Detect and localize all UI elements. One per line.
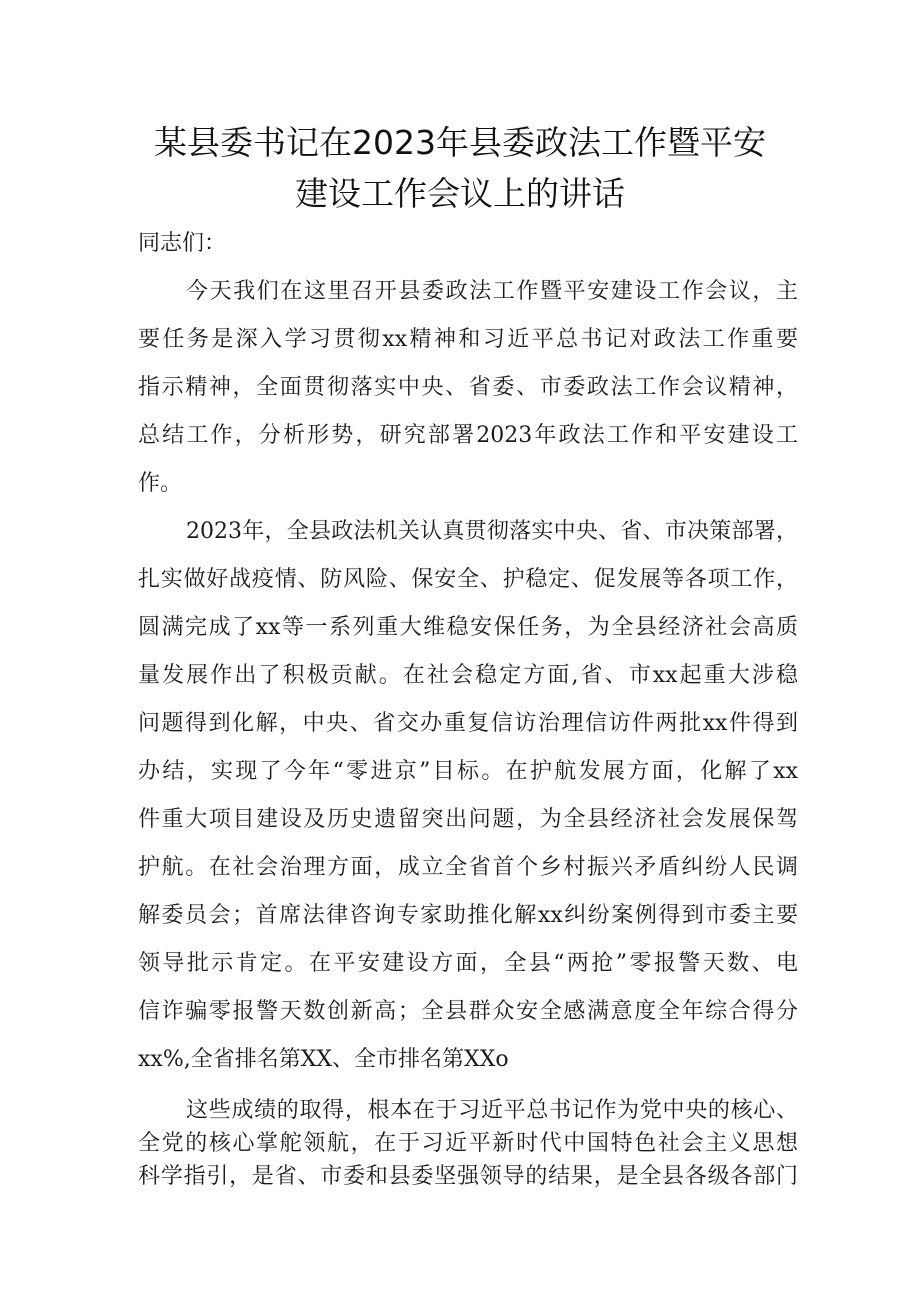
paragraph-line: 解委员会；首席法律咨询专家助推化解xx纠纷案例得到市委主要 bbox=[138, 903, 798, 928]
paragraph-line: 件重大项目建设及历史遗留突出问题，为全县经济社会发展保驾 bbox=[138, 807, 798, 832]
paragraph-line: 今天我们在这里召开县委政法工作暨平安建设工作会议，主 bbox=[186, 279, 798, 304]
document-title-line-2: 建设工作会议上的讲话 bbox=[295, 174, 625, 213]
paragraph-line: 指示精神，全面贯彻落实中央、省委、市委政法工作会议精神， bbox=[138, 375, 798, 400]
paragraph-line: 2023年，全县政法机关认真贯彻落实中央、省、市决策部署， bbox=[186, 519, 798, 544]
paragraph-line: 信诈骗零报警天数创新高；全县群众安全感满意度全年综合得分 bbox=[138, 999, 798, 1024]
paragraph-line: 扎实做好战疫情、防风险、保安全、护稳定、促发展等各项工作， bbox=[138, 567, 798, 592]
paragraph-line: xx%,全省排名第XX、全市排名第XXo bbox=[138, 1047, 509, 1072]
paragraph-line: 作。 bbox=[138, 471, 183, 496]
paragraph-line: 量发展作出了积极贡献。在社会稳定方面,省、市xx起重大涉稳 bbox=[138, 663, 798, 688]
paragraph-1 bbox=[138, 268, 798, 508]
paragraph-2 bbox=[138, 508, 798, 1084]
paragraph-line: 办结，实现了今年“零进京”目标。在护航发展方面，化解了xx bbox=[138, 759, 798, 784]
paragraph-3 bbox=[138, 1094, 798, 1193]
paragraph-line: 领导批示肯定。在平安建设方面，全县“两抢”零报警天数、电 bbox=[138, 951, 798, 976]
salutation: 同志们： bbox=[138, 231, 227, 256]
paragraph-line: 护航。在社会治理方面，成立全省首个乡村振兴矛盾纠纷人民调 bbox=[138, 855, 798, 880]
paragraph-line: 圆满完成了xx等一系列重大维稳安保任务，为全县经济社会高质 bbox=[138, 615, 798, 640]
paragraph-line: 要任务是深入学习贯彻xx精神和习近平总书记对政法工作重要 bbox=[138, 327, 798, 352]
paragraph-line: 这些成绩的取得，根本在于习近平总书记作为党中央的核心、 bbox=[186, 1098, 798, 1123]
document-title-line-1: 某县委书记在2023年县委政法工作暨平安 bbox=[154, 123, 766, 162]
paragraph-line: 科学指引，是省、市委和县委坚强领导的结果，是全县各级各部门 bbox=[138, 1164, 798, 1189]
paragraph-line: 全党的核心掌舵领航，在于习近平新时代中国特色社会主义思想 bbox=[138, 1131, 798, 1156]
paragraph-line: 总结工作，分析形势，研究部署2023年政法工作和平安建设工 bbox=[138, 423, 798, 448]
paragraph-line: 问题得到化解，中央、省交办重复信访治理信访件两批xx件得到 bbox=[138, 711, 798, 736]
